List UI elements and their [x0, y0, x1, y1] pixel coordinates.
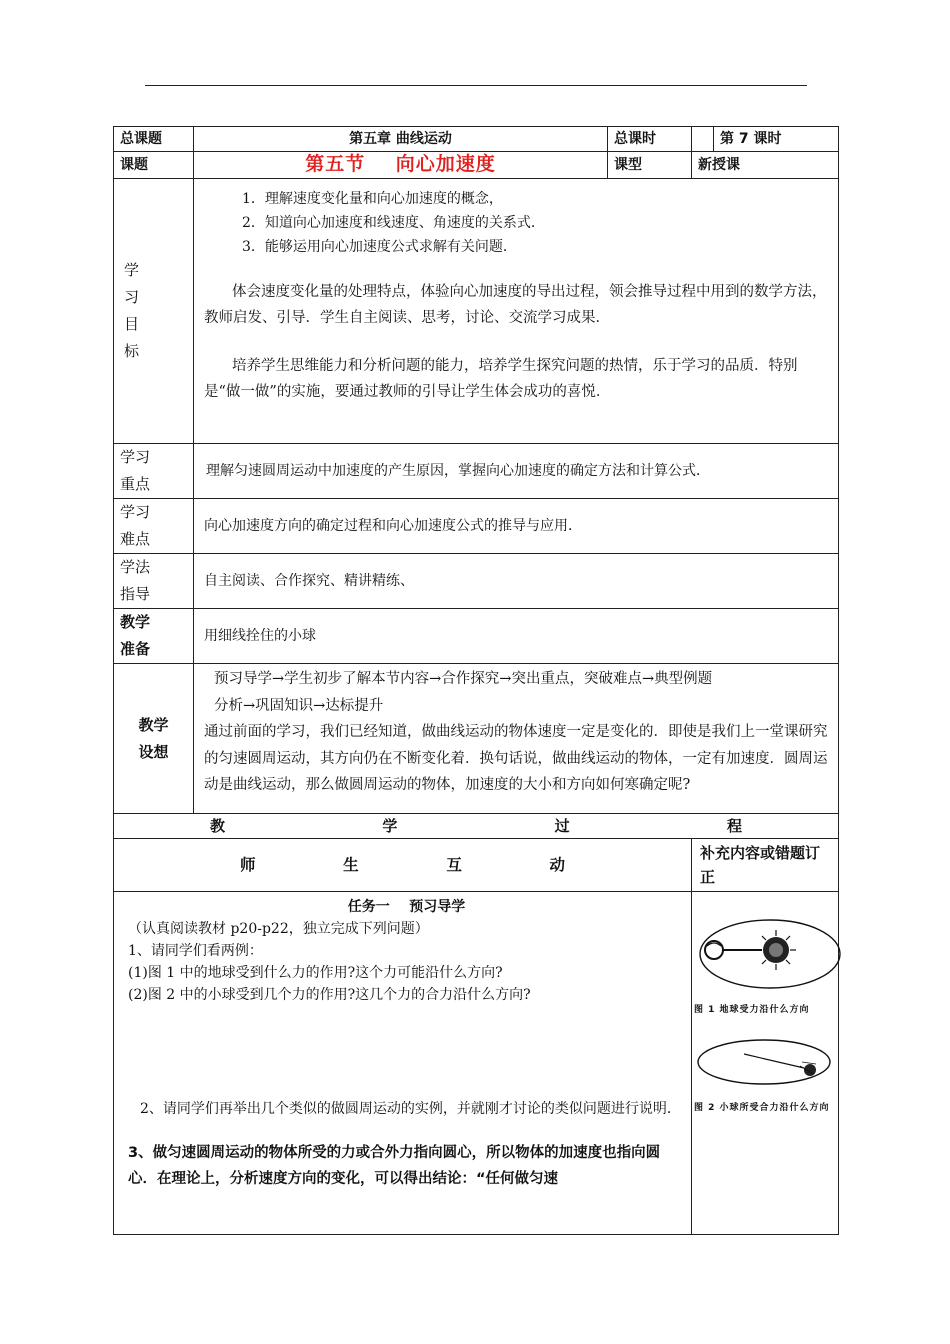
topic-value-cell	[194, 152, 608, 179]
figure-2-ball-circle	[692, 1032, 842, 1090]
design-row	[114, 664, 839, 814]
topic-label: 课题	[114, 152, 194, 179]
supplement-label: 补充内容或错题订正	[692, 839, 839, 892]
method-label: 学法 指导	[114, 554, 194, 609]
method-row	[114, 554, 839, 609]
task1-content	[114, 892, 692, 1235]
total-topic-label: 总课题	[114, 127, 194, 152]
figures-cell	[692, 892, 839, 1235]
method-text: 自主阅读、合作探究、精讲精练、	[194, 554, 839, 609]
process-header-row	[114, 814, 839, 839]
interaction-header: 师 生 互 动	[114, 839, 692, 892]
objectives-label: 学 习 目 标	[114, 179, 194, 444]
topic-row	[114, 152, 839, 179]
objectives-row	[114, 179, 839, 444]
lesson-plan-table	[113, 126, 839, 1235]
header-rule	[145, 85, 807, 86]
objective-item: 2．知道向心加速度和线速度、角速度的关系式．	[242, 215, 545, 231]
preparation-label: 教学 准备	[114, 609, 194, 664]
preparation-text: 用细线拴住的小球	[194, 609, 839, 664]
task1-title: 任务一 预习导学	[347, 899, 466, 915]
total-topic-row	[114, 127, 839, 152]
period-value: 第 7 课时	[714, 127, 839, 152]
type-label: 课型	[608, 152, 692, 179]
task1-question-1: 1、请同学们看两例：	[128, 943, 263, 959]
key-points-label: 学习 重点	[114, 444, 194, 499]
figure-1-caption: 图 1 地球受力沿什么方向	[694, 1005, 810, 1015]
process-header: 教 学 过 程	[114, 814, 839, 839]
difficulties-label: 学习 难点	[114, 499, 194, 554]
objectives-content	[194, 179, 839, 444]
design-label: 教学 设想	[114, 664, 194, 814]
figure-1-earth-orbit	[692, 910, 842, 992]
task1-note: （认真阅读教材 p20-p22，独立完成下列问题）	[128, 921, 429, 937]
preparation-row	[114, 609, 839, 664]
objective-paragraph-1: 体会速度变化量的处理特点，体验向心加速度的导出过程，领会推导过程中用到的数学方法，教师启发、引导．学生自主阅读、思考，讨论、交流学习成果．	[204, 284, 827, 326]
total-hours-label: 总课时	[608, 127, 692, 152]
objective-item: 3．能够运用向心加速度公式求解有关问题．	[242, 239, 517, 255]
lesson-title: 第五节 向心加速度	[305, 153, 496, 175]
design-flow-2: 分析→巩固知识→达标提升	[214, 697, 384, 714]
design-content	[194, 664, 839, 814]
total-hours-value	[692, 127, 714, 152]
difficulties-row	[114, 499, 839, 554]
objective-paragraph-2: 培养学生思维能力和分析问题的能力，培养学生探究问题的热情，乐于学习的品质．特别是“做一做”的实施，要通过教师的引导让学生体会成功的喜悦．	[204, 358, 798, 400]
figure-2-caption: 图 2 小球所受合力沿什么方向	[694, 1103, 830, 1113]
total-topic-value: 第五章 曲线运动	[194, 127, 608, 152]
design-flow-1: 预习导学→学生初步了解本节内容→合作探究→突出重点，突破难点→典型例题	[214, 671, 713, 687]
interaction-header-row	[114, 839, 839, 892]
type-value: 新授课	[692, 152, 839, 179]
task1-question-1b: (2)图 2 中的小球受到几个力的作用?这几个力的合力沿什么方向?	[128, 987, 531, 1003]
objective-item: 1．理解速度变化量和向心加速度的概念，	[242, 191, 503, 207]
difficulties-text: 向心加速度方向的确定过程和向心加速度公式的推导与应用．	[194, 499, 839, 554]
task1-question-1a: (1)图 1 中的地球受到什么力的作用?这个力可能沿什么方向?	[128, 965, 503, 981]
task1-question-3: 3、做匀速圆周运动的物体所受的力或合外力指向圆心，所以物体的加速度也指向圆心．在理论上，分析速度方向的变化，可以得出结论：“任何做匀速	[128, 1145, 661, 1187]
task1-question-2: 2、请同学们再举出几个类似的做圆周运动的实例，并就刚才讨论的类似问题进行说明．	[140, 1101, 681, 1117]
task1-row	[114, 892, 839, 1235]
key-points-row	[114, 444, 839, 499]
design-intro: 通过前面的学习，我们已经知道，做曲线运动的物体速度一定是变化的．即使是我们上一堂课研究的匀速圆周运动，其方向仍在不断变化着．换句话说，做曲线运动的物体，一定有加速度．圆周运动是曲线运动，那么做圆周运动的物体，加速度的大小和方向如何寒确定呢?	[204, 724, 828, 793]
key-points-text: 理解匀速圆周运动中加速度的产生原因，掌握向心加速度的确定方法和计算公式．	[194, 444, 839, 499]
